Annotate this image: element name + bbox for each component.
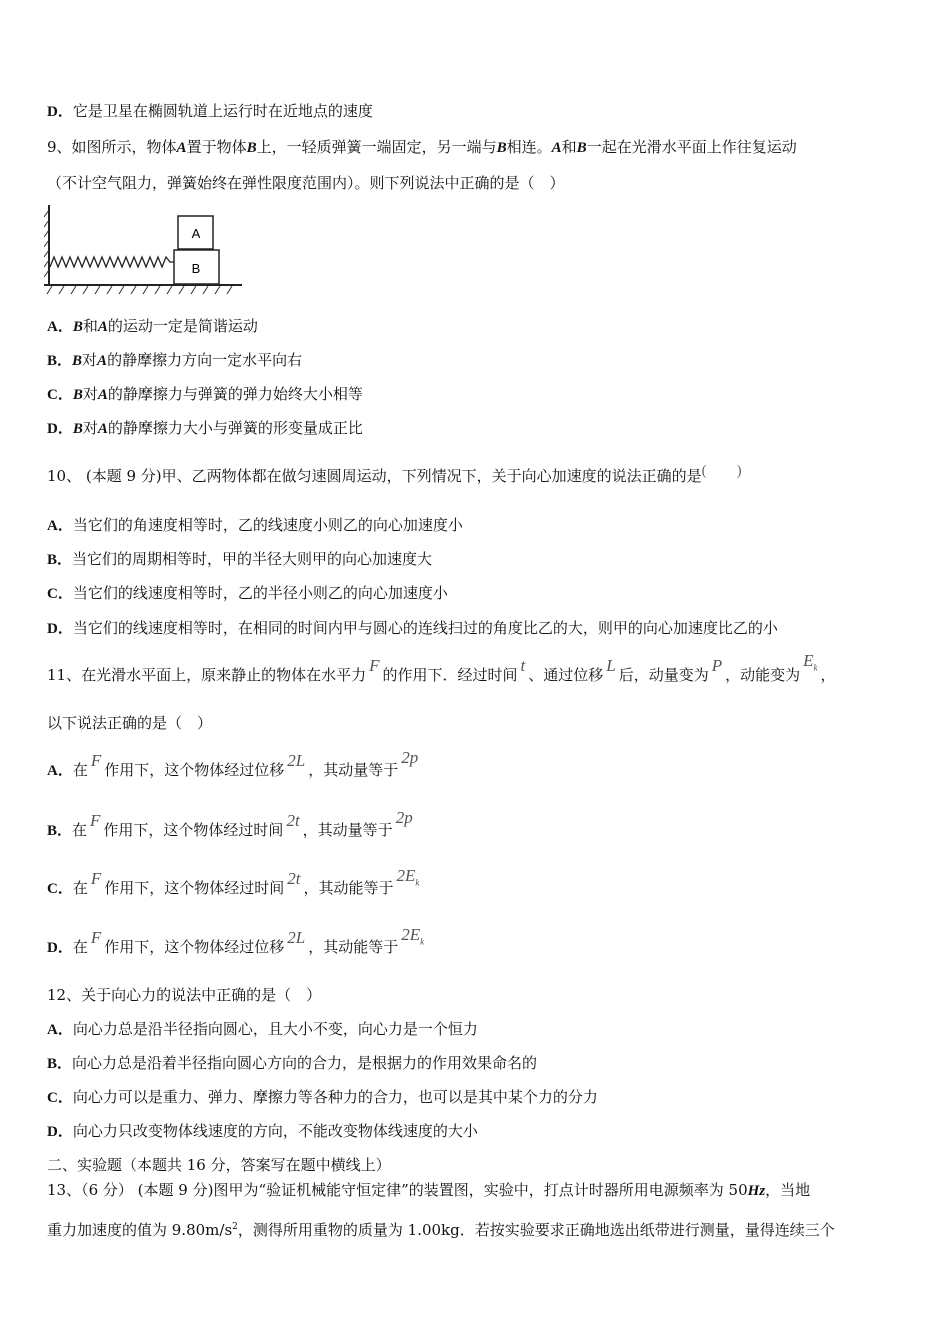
option-label: B． [47, 353, 73, 369]
option-label: C． [47, 1090, 73, 1106]
q10-option-c [47, 583, 448, 604]
option-text: 向心力只改变物体线速度的方向，不能改变物体线速度的大小 [72, 1122, 478, 1140]
var: B [72, 421, 83, 437]
option-text: 向心力总是沿半径指向圆心，且大小不变，向心力是一个恒力 [72, 1020, 478, 1038]
var: B [72, 387, 83, 403]
text: 在 [72, 938, 88, 956]
option-label: C． [47, 881, 73, 897]
q11-option-a [47, 748, 421, 781]
math-sub: k [415, 877, 420, 888]
math: F [90, 811, 101, 830]
var: B [72, 353, 83, 369]
text: ，动能变为 [725, 666, 801, 684]
math [803, 651, 818, 673]
option-label: D． [47, 621, 73, 637]
var: A [97, 353, 108, 369]
spring [50, 257, 174, 267]
q10-option-b [47, 549, 432, 570]
option-label: B． [47, 823, 73, 839]
superscript: 2 [232, 1222, 238, 1232]
var: A [97, 387, 108, 403]
text: ，当地 [765, 1181, 811, 1199]
var: A [176, 140, 187, 156]
option-label: A． [47, 1022, 73, 1038]
text: ，其动能等于 [303, 879, 394, 897]
spring-block-figure [44, 205, 244, 297]
option-label: B． [47, 1056, 73, 1072]
var: A [97, 421, 108, 437]
var: B [496, 140, 507, 156]
q10-stem [47, 463, 742, 487]
q11-option-b [47, 808, 416, 841]
text: ，其动能等于 [308, 938, 399, 956]
q9-option-d [47, 418, 363, 439]
text: 对 [82, 351, 98, 369]
text: 的作用下．经过时间 [382, 666, 518, 684]
text: ，测得所用重物的质量为 1.00kg．若按实验要求正确地选出纸带进行测量，量得连续三个 [237, 1221, 835, 1239]
text: 对 [82, 419, 98, 437]
q13-line2 [47, 1217, 835, 1240]
q12-stem: 12、关于向心力的说法中正确的是（ ） [47, 986, 322, 1004]
q9-stem-line1 [47, 137, 797, 158]
text: ， [820, 666, 836, 684]
math-main: 2E [401, 925, 421, 944]
q11-option-d [47, 925, 427, 963]
q11-option-c [47, 866, 422, 904]
math: P [711, 656, 723, 675]
math-main: 2E [396, 866, 416, 885]
option-label: A． [47, 763, 73, 779]
q13-line1 [47, 1180, 810, 1201]
q12-option-d [47, 1121, 478, 1142]
section-2-title: 二、实验题（本题共 16 分，答案写在题中横线上） [47, 1156, 391, 1174]
text: 作用下，这个物体经过时间 [103, 821, 284, 839]
var: B [246, 140, 257, 156]
option-text: 的静摩擦力与弹簧的弹力始终大小相等 [107, 385, 363, 403]
option-text: 的运动一定是简谐运动 [107, 317, 258, 335]
math [401, 925, 425, 947]
text: 和 [82, 317, 98, 335]
option-label: A． [47, 319, 73, 335]
option-text: 当它们的线速度相等时，乙的半径小则乙的向心加速度小 [72, 584, 448, 602]
text: 对 [82, 385, 98, 403]
text: 相连。 [506, 138, 552, 156]
math [396, 866, 420, 888]
text: 11、在光滑水平面上，原来静止的物体在水平力 [47, 666, 367, 684]
option-text: 的静摩擦力方向一定水平向右 [107, 351, 303, 369]
q12-option-a [47, 1019, 478, 1040]
var: A [97, 319, 108, 335]
text: 重力加速度的值为 9.80m/s [47, 1221, 233, 1239]
math-e: E [803, 651, 814, 670]
math: F [369, 656, 380, 675]
q9-option-a [47, 316, 258, 337]
q8-option-d [47, 101, 373, 122]
math: 2t [287, 869, 301, 888]
math: 2L [287, 928, 306, 947]
text: 和 [561, 138, 577, 156]
option-text: 的静摩擦力大小与弹簧的形变量成正比 [107, 419, 363, 437]
text: 在 [72, 821, 88, 839]
q10-option-d [47, 618, 778, 639]
option-label: D． [47, 1124, 73, 1140]
q11-stem-line1 [47, 651, 836, 691]
math [396, 808, 413, 827]
math-sub: k [813, 662, 818, 673]
text: 后，动量变为 [618, 666, 709, 684]
option-label: D． [47, 940, 73, 956]
q10-option-a [47, 515, 463, 536]
option-label: C． [47, 586, 73, 602]
option-text: 当它们的周期相等时，甲的半径大则甲的向心加速度大 [72, 550, 433, 568]
q12-option-c [47, 1087, 598, 1108]
text: 在 [72, 761, 88, 779]
block-b-label: B [191, 261, 201, 276]
text: ，其动量等于 [302, 821, 393, 839]
math-main: 2p [395, 808, 413, 827]
math: t [520, 656, 526, 675]
option-label: B． [47, 552, 73, 568]
math [401, 748, 418, 767]
text: 9、如图所示，物体 [47, 138, 177, 156]
math: F [90, 928, 102, 947]
option-text: 向心力可以是重力、弹力、摩擦力等各种力的合力，也可以是其中某个力的分力 [72, 1088, 598, 1106]
option-label: D． [47, 104, 73, 120]
block-a-label: A [191, 226, 201, 241]
q12-option-b [47, 1053, 537, 1074]
text: 、通过位移 [528, 666, 604, 684]
text: 13、（6 分） (本题 9 分)图甲为“验证机械能守恒定律”的装置图，实验中，打点计时器所用电源频率为 50 [47, 1181, 748, 1199]
text: ，其动量等于 [308, 761, 399, 779]
text: 10、 (本题 9 分)甲、乙两物体都在做匀速圆周运动，下列情况下，关于向心加速度的说法正确的是 [47, 467, 702, 485]
text: 置于物体 [186, 138, 247, 156]
text: 上，一轻质弹簧一端固定，另一端与 [256, 138, 497, 156]
var: B [576, 140, 587, 156]
text: 作用下，这个物体经过时间 [104, 879, 285, 897]
text: 作用下，这个物体经过位移 [104, 938, 285, 956]
option-text: 它是卫星在椭圆轨道上运行时在近地点的速度 [72, 102, 373, 120]
q9-stem-line2: （不计空气阻力，弹簧始终在弹性限度范围内）。则下列说法中正确的是（ ） [47, 174, 565, 192]
math: F [90, 751, 102, 770]
text: 作用下，这个物体经过位移 [104, 761, 285, 779]
math-sub: k [420, 936, 425, 947]
math: 2L [287, 751, 306, 770]
text: 一起在光滑水平面上作往复运动 [586, 138, 797, 156]
math: 2t [286, 811, 300, 830]
answer-paren: ( ) [701, 463, 742, 479]
option-text: 当它们的角速度相等时，乙的线速度小则乙的向心加速度小 [72, 516, 463, 534]
q9-option-c [47, 384, 363, 405]
option-label: C． [47, 387, 73, 403]
math: F [90, 869, 102, 888]
unit: Hz [747, 1183, 766, 1199]
var: A [551, 140, 562, 156]
option-label: A． [47, 518, 73, 534]
q9-option-b [47, 350, 302, 371]
option-label: D． [47, 421, 73, 437]
option-text: 当它们的线速度相等时，在相同的时间内甲与圆心的连线扫过的角度比乙的大，则甲的向心加速度比乙的小 [72, 619, 778, 637]
q11-stem-line2: 以下说法正确的是（ ） [47, 714, 213, 732]
option-text: 向心力总是沿着半径指向圆心方向的合力，是根据力的作用效果命名的 [72, 1054, 538, 1072]
text: 在 [72, 879, 88, 897]
math-main: 2p [401, 748, 419, 767]
math: L [606, 656, 616, 675]
var: B [72, 319, 83, 335]
